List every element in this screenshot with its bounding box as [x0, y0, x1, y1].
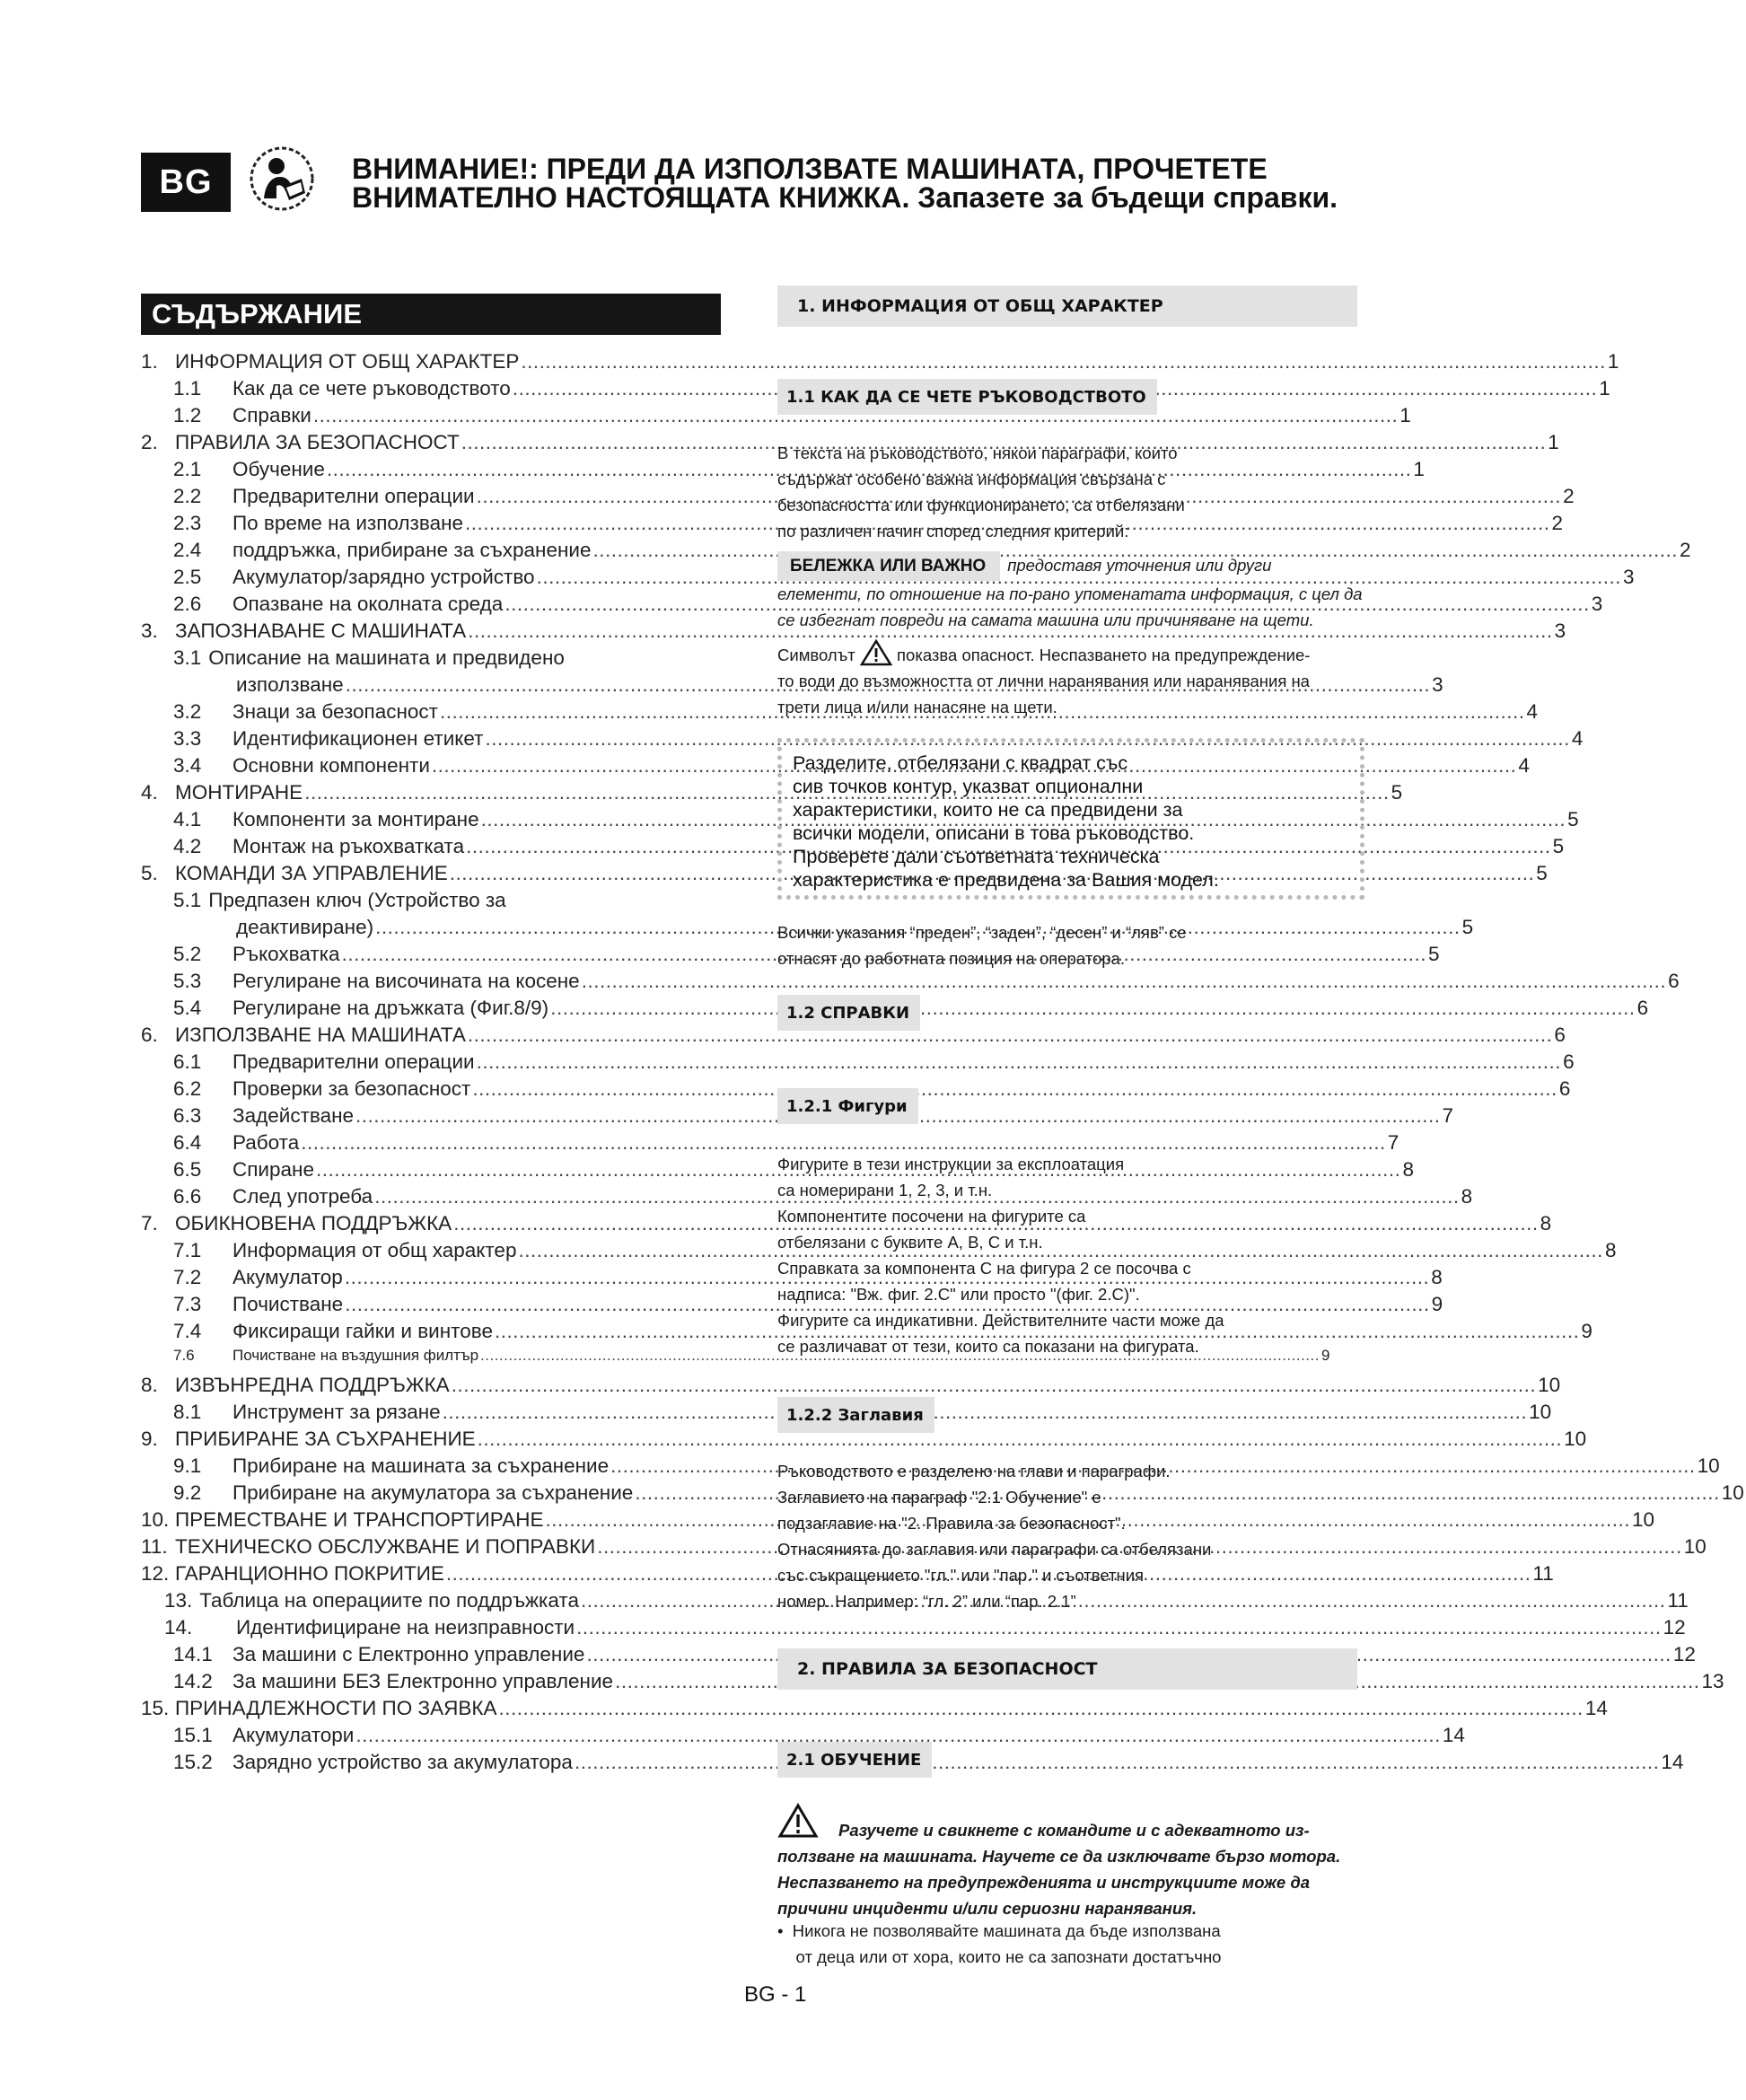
section-1-2-2-heading: 1.2.2 Заглавия	[777, 1397, 934, 1433]
toc-dot-leader	[576, 1616, 1661, 1639]
toc-entry-title: ПРЕМЕСТВАНЕ И ТРАНСПОРТИРАНЕ	[175, 1508, 544, 1531]
toc-entry-number: 6.	[141, 1024, 158, 1046]
toc-entry-title: Спиране	[233, 1158, 314, 1181]
toc-entry-page: 8	[1431, 1266, 1443, 1288]
toc-entry-title: Регулиране на височината на косене	[233, 970, 580, 992]
text-line: са номерирани 1, 2, 3, и т.н.	[777, 1181, 993, 1199]
toc-entry-page: 5	[1536, 862, 1548, 884]
toc-entry-page: 8	[1461, 1185, 1473, 1208]
toc-entry[interactable]	[141, 404, 1411, 431]
reader-book-icon	[250, 146, 314, 211]
toc-entry-title: Почистване на въздушния филтър	[233, 1347, 479, 1364]
toc-entry-number: 6.5	[173, 1158, 202, 1181]
toc-entry-title: Информация от общ характер	[233, 1239, 517, 1261]
toc-entry-number: 15.	[141, 1697, 170, 1719]
toc-entry-number: 9.	[141, 1428, 158, 1450]
toc-entry-page: 12	[1672, 1643, 1696, 1665]
toc-entry-page: 4	[1526, 700, 1538, 723]
toc-entry-number: 1.	[141, 350, 158, 373]
toc-entry-page: 2	[1551, 512, 1564, 534]
toc-entry-page: 8	[1604, 1239, 1617, 1261]
toc-entry-page: 12	[1663, 1616, 1686, 1639]
toc-entry-page: 10	[1529, 1401, 1552, 1423]
toc-entry-number: 4.	[141, 781, 158, 804]
warning-line-1: ВНИМАНИЕ!: ПРЕДИ ДА ИЗПОЛЗВАТЕ МАШИНАТА, ПРОЧЕТЕТЕ	[352, 153, 1268, 185]
toc-entry-page: 14	[1584, 1697, 1608, 1719]
toc-entry-title: По време на използване	[233, 512, 464, 534]
toc-entry-page: 6	[1563, 1050, 1575, 1073]
text-line: се избегнат повреди на самата машина или причиняване на щети.	[777, 611, 1314, 629]
toc-entry-number: 2.1	[173, 458, 202, 480]
toc-entry-page: 10	[1631, 1508, 1654, 1531]
text-line: всички модели, описани в това ръководство.	[793, 822, 1195, 844]
toc-entry-page: 14	[1661, 1751, 1684, 1773]
toc-entry-number: 7.3	[173, 1293, 202, 1315]
toc-entry-page: 5	[1428, 943, 1440, 965]
toc-entry[interactable]	[141, 1024, 1566, 1050]
toc-entry-title: Монтаж на ръкохватката	[233, 835, 465, 857]
toc-entry-page: 7	[1442, 1104, 1454, 1127]
toc-entry-title: Предпазен ключ (Устройство за	[208, 889, 506, 911]
toc-entry-title: ТЕХНИЧЕСКО ОБСЛУЖВАНЕ И ПОПРАВКИ	[175, 1535, 596, 1558]
toc-dot-leader	[452, 1374, 1536, 1397]
section-1-heading: 1. ИНФОРМАЦИЯ ОТ ОБЩ ХАРАКТЕР	[777, 286, 1357, 327]
text-line: причини инциденти и/или сериозни наранявания.	[777, 1899, 1198, 1918]
toc-entry-title: Предварителни операции	[233, 1050, 475, 1073]
text-line: Ръководството е разделено на глави и параграфи.	[777, 1462, 1171, 1481]
toc-dot-leader	[521, 350, 1605, 373]
toc-entry-number: 8.	[141, 1374, 158, 1396]
toc-entry-page: 10	[1564, 1428, 1587, 1450]
toc-entry-page: 6	[1668, 970, 1680, 992]
toc-entry-page: 3	[1591, 593, 1603, 615]
toc-entry-page: 5	[1461, 916, 1474, 938]
text-line: номер. Например: “гл. 2” или “пар. 2.1”	[777, 1592, 1076, 1611]
toc-entry-title: За машини с Електронно управление	[233, 1643, 585, 1665]
text-line: характеристики, които не са предвидени за	[793, 799, 1183, 821]
text-line: Всички указания “преден”, “заден”, “десен” и “ляв” се	[777, 923, 1187, 942]
toc-entry-title: Почистване	[233, 1293, 344, 1315]
toc-entry-number: 5.1	[173, 889, 202, 911]
text-line: Компонентите посочени на фигурите са	[777, 1207, 1086, 1226]
toc-entry-page: 1	[1607, 350, 1619, 373]
toc-entry-title: Акумулатори	[233, 1724, 355, 1746]
toc-entry-title: Ръкохватка	[233, 943, 340, 965]
toc-entry[interactable]	[141, 350, 1619, 377]
toc-entry-page: 7	[1387, 1131, 1399, 1154]
toc-dot-leader	[472, 1077, 1557, 1101]
text-segment: Символът	[777, 646, 855, 664]
toc-entry-title: ОБИКНОВЕНА ПОДДРЪЖКА	[175, 1212, 452, 1235]
toc-dot-leader	[468, 1024, 1552, 1047]
toc-entry-number: 3.3	[173, 727, 202, 750]
text-line: съдържат особено важна информация свързана с	[777, 470, 1166, 488]
toc-entry-number: 3.2	[173, 700, 202, 723]
toc-entry-title: МОНТИРАНЕ	[175, 781, 303, 804]
text-line: то води до възможността от лични наранявания или наранявания на	[777, 672, 1310, 690]
toc-dot-leader	[478, 1428, 1562, 1451]
toc-entry-title: Основни компоненти	[233, 754, 430, 777]
training-bullet	[777, 1918, 1357, 1970]
toc-entry-number: 7.	[141, 1212, 158, 1235]
text-line: В текста на ръководството, някои параграфи, които	[777, 444, 1178, 462]
toc-entry-page: 4	[1518, 754, 1530, 777]
section-1-1-intro	[777, 440, 1357, 544]
text-line: по различен начин според следния критерий:	[777, 522, 1129, 540]
toc-entry-number: 7.1	[173, 1239, 202, 1261]
text-line: Проверете дали съответната техническа	[793, 846, 1160, 867]
toc-entry-number: 14.1	[173, 1643, 213, 1665]
toc-entry-title: Компоненти за монтиране	[233, 808, 479, 830]
toc-entry[interactable]	[141, 1616, 1686, 1643]
text-line: от деца или от хора, които не са запознати достатъчно	[777, 1947, 1222, 1966]
text-line: сив точков контур, указват опционални	[793, 776, 1144, 797]
toc-entry-number: 2.4	[173, 539, 202, 561]
toc-entry-page: 1	[1548, 431, 1559, 453]
toc-entry-title: ПРИНАДЛЕЖНОСТИ ПО ЗАЯВКА	[175, 1697, 497, 1719]
toc-entry-number: 3.4	[173, 754, 202, 777]
toc-entry-number: 6.3	[173, 1104, 202, 1127]
toc-entry-title: Описание на машината и предвидено	[208, 646, 565, 669]
toc-entry-page: 9	[1431, 1293, 1443, 1315]
text-line: безопасността или функционирането, са отбелязани	[777, 496, 1185, 514]
toc-dot-leader	[582, 970, 1666, 993]
toc-entry-page: 10	[1721, 1481, 1744, 1504]
toc-entry-title: Справки	[233, 404, 311, 426]
toc-entry-page: 3	[1432, 673, 1443, 696]
toc-entry-page: 11	[1532, 1562, 1554, 1585]
toc-entry-page: 1	[1413, 458, 1425, 480]
toc-entry-title: ЗАПОЗНАВАНЕ С МАШИНАТА	[175, 619, 467, 642]
figures-paragraph	[777, 1151, 1357, 1359]
toc-entry-page: 5	[1567, 808, 1579, 830]
toc-entry-number: 5.	[141, 862, 158, 884]
text-line: със съкращението "гл." или "пар." и съответния	[777, 1566, 1145, 1585]
toc-entry-title: ИНФОРМАЦИЯ ОТ ОБЩ ХАРАКТЕР	[175, 350, 520, 373]
toc-dot-leader	[443, 1401, 1527, 1424]
toc-entry-number: 8.1	[173, 1401, 202, 1423]
warning-triangle-icon	[860, 639, 892, 666]
toc-entry-number: 10.	[141, 1508, 170, 1531]
toc-entry-title: ПРИБИРАНЕ ЗА СЪХРАНЕНИЕ	[175, 1428, 476, 1450]
toc-entry-title: Идентифициране на неизправности	[236, 1616, 575, 1639]
toc-entry-page: 9	[1581, 1320, 1592, 1342]
toc-entry-title: ИЗВЪНРЕДНА ПОДДРЪЖКА	[175, 1374, 450, 1396]
toc-entry-number: 7.2	[173, 1266, 202, 1288]
toc-entry-number: 14.2	[173, 1670, 213, 1692]
note-tag: БЕЛЕЖКА ИЛИ ВАЖНО	[777, 551, 1000, 581]
toc-dot-leader	[498, 1697, 1583, 1720]
text-line: отнасят до работната позиция на оператора.	[777, 949, 1125, 968]
directions-paragraph	[777, 919, 1357, 971]
toc-entry-page: 3	[1623, 566, 1635, 588]
toc-entry[interactable]	[141, 1670, 1724, 1697]
titles-paragraph	[777, 1458, 1357, 1614]
toc-entry-page: 8	[1540, 1212, 1552, 1235]
toc-entry-title: деактивиране)	[236, 916, 374, 938]
toc-entry-page: 5	[1552, 835, 1565, 857]
toc-entry[interactable]	[141, 889, 721, 916]
toc-dot-leader	[575, 1751, 1659, 1774]
warning-line-2: ВНИМАТЕЛНО НАСТОЯЩАТА КНИЖКА. Запазете за бъдещи справки.	[352, 181, 1338, 214]
toc-entry-title: Прибиране на машината за съхранение	[233, 1454, 610, 1477]
text-line: • Никога не позволявайте машината да бъде използвана	[777, 1921, 1221, 1940]
toc-entry-page: 3	[1554, 619, 1566, 642]
toc-entry-number: 2.	[141, 431, 158, 453]
toc-entry-number: 6.2	[173, 1077, 202, 1100]
danger-symbol-paragraph	[777, 639, 1357, 720]
toc-entry-title: Знаци за безопасност	[233, 700, 438, 723]
text-line: Справката за компонента С на фигура 2 се посочва с	[777, 1259, 1191, 1278]
optional-features-box	[777, 738, 1364, 900]
text-line: характеристика е предвидена за Вашия модел.	[793, 869, 1219, 891]
toc-entry-page: 6	[1636, 997, 1649, 1019]
toc-entry-title: Обучение	[233, 458, 325, 480]
toc-entry-number: 5.3	[173, 970, 202, 992]
note-paragraph	[777, 551, 1363, 633]
toc-entry-number: 6.1	[173, 1050, 202, 1073]
toc-entry-number: 15.1	[173, 1724, 213, 1746]
toc-entry-page: 6	[1554, 1024, 1566, 1046]
toc-dot-leader	[477, 1050, 1561, 1074]
toc-dot-leader	[550, 997, 1635, 1020]
toc-entry-title: Прибиране на акумулатора за съхранение	[233, 1481, 634, 1504]
toc-entry-page: 5	[1391, 781, 1403, 804]
toc-entry-title: поддръжка, прибиране за съхранение	[233, 539, 592, 561]
text-line: Фигурите са индикативни. Действителните части може да	[777, 1311, 1224, 1330]
toc-entry[interactable]	[141, 1697, 1608, 1724]
toc-entry-title: За машини БЕЗ Електронно управление	[233, 1670, 614, 1692]
toc-entry-page: 1	[1399, 404, 1411, 426]
text-line: Фигурите в тези инструкции за експлоатация	[777, 1155, 1125, 1173]
toc-entry-title: Акумулатор/зарядно устройство	[233, 566, 535, 588]
toc-entry[interactable]	[141, 1724, 1465, 1751]
toc-entry-number: 1.2	[173, 404, 202, 426]
text-line: подзаглавие на "2. Правила за безопасност".	[777, 1514, 1126, 1533]
section-1-2-heading: 1.2 СПРАВКИ	[777, 995, 920, 1031]
toc-entry-title: Регулиране на дръжката (Фиг.8/9)	[233, 997, 549, 1019]
toc-entry-number: 2.5	[173, 566, 202, 588]
toc-entry-number: 2.2	[173, 485, 202, 507]
toc-entry-number: 3.1	[173, 646, 202, 669]
text-line: елементи, по отношение на по-рано упоменатата информация, с цел да	[777, 584, 1363, 603]
toc-entry-page: 2	[1563, 485, 1575, 507]
toc-entry-number: 3.	[141, 619, 158, 642]
toc-entry-number: 5.4	[173, 997, 202, 1019]
text-line: Разучете и свикнете с командите и с адекватното из-	[838, 1821, 1310, 1840]
text-line: Заглавието на параграф "2.1 Обучение" е	[777, 1488, 1101, 1507]
toc-entry-title: Предварителни операции	[233, 485, 475, 507]
toc-entry-title: Работа	[233, 1131, 300, 1154]
toc-entry-number: 13.	[164, 1589, 193, 1612]
toc-entry-title: Опазване на околната среда	[233, 593, 504, 615]
toc-entry-title: използване	[236, 673, 344, 696]
toc-entry-number: 7.6	[173, 1347, 195, 1364]
text-line: отбелязани с буквите A, B, C и т.н.	[777, 1233, 1043, 1252]
text-line: Отнасянията до заглавия или параграфи са отбелязани	[777, 1540, 1212, 1559]
toc-entry-number: 6.6	[173, 1185, 202, 1208]
toc-entry[interactable]	[141, 1428, 1587, 1454]
toc-entry-number: 9.2	[173, 1481, 202, 1504]
toc-entry[interactable]	[141, 727, 1584, 754]
toc-entry-page: 6	[1558, 1077, 1571, 1100]
toc-entry-page: 10	[1683, 1535, 1707, 1558]
toc-entry-number: 12.	[141, 1562, 170, 1585]
toc-entry-title: Проверки за безопасност	[233, 1077, 471, 1100]
toc-entry-number: 14.	[164, 1616, 193, 1639]
text-line: Разделите, отбелязани с квадрат със	[793, 752, 1128, 774]
toc-entry-title: ПРАВИЛА ЗА БЕЗОПАСНОСТ	[175, 431, 460, 453]
toc-entry[interactable]	[141, 1050, 1575, 1077]
toc-entry-number: 11.	[141, 1535, 168, 1558]
toc-entry-page: 11	[1667, 1589, 1689, 1612]
toc-entry-title: Инструмент за рязане	[233, 1401, 441, 1423]
text-line: се различават от тези, които са показани на фигурата.	[777, 1337, 1199, 1356]
toc-entry[interactable]	[141, 1374, 1561, 1401]
text-line: предоставя уточнения или други	[1007, 556, 1272, 575]
text-line: надписа: "Вж. фиг. 2.C" или просто "(фиг. 2.C)".	[777, 1285, 1140, 1304]
text-line: трети лица и/или нанасяне на щети.	[777, 698, 1057, 716]
toc-entry-number: 5.2	[173, 943, 202, 965]
toc-entry-number: 7.4	[173, 1320, 202, 1342]
toc-entry-title: ГАРАНЦИОННО ПОКРИТИЕ	[175, 1562, 444, 1585]
toc-entry-title: Зарядно устройство за акумулатора	[233, 1751, 573, 1773]
text-segment: показва опасност. Неспазването на предупреждение-	[897, 646, 1311, 664]
toc-entry-page: 1	[1599, 377, 1610, 400]
toc-entry-number: 6.4	[173, 1131, 202, 1154]
toc-entry-page: 13	[1701, 1670, 1724, 1692]
toc-entry[interactable]	[141, 1077, 1571, 1104]
toc-entry-number: 15.2	[173, 1751, 213, 1773]
toc-entry-title: Как да се чете ръководството	[233, 377, 511, 400]
toc-entry[interactable]	[141, 1131, 1399, 1158]
training-warning	[777, 1817, 1357, 1921]
section-1-2-1-heading: 1.2.1 Фигури	[777, 1088, 918, 1124]
text-line: Неспазването на предупрежденията и инструкциите може да	[777, 1873, 1311, 1892]
toc-entry-number: 1.1	[173, 377, 202, 400]
toc-entry-title: Фиксиращи гайки и винтове	[233, 1320, 493, 1342]
section-2-heading: 2. ПРАВИЛА ЗА БЕЗОПАСНОСТ	[777, 1648, 1357, 1690]
toc-entry-page: 4	[1571, 727, 1584, 750]
toc-entry-page: 10	[1697, 1454, 1720, 1477]
toc-entry-number: 4.2	[173, 835, 202, 857]
toc-entry-page: 2	[1679, 539, 1691, 561]
page-number: BG - 1	[744, 1982, 807, 2007]
toc-title: СЪДЪРЖАНИЕ	[141, 294, 721, 335]
toc-entry[interactable]	[141, 970, 1680, 997]
toc-entry-title: Акумулатор	[233, 1266, 343, 1288]
toc-entry-title: Таблица на операциите по поддръжката	[199, 1589, 579, 1612]
toc-entry-page: 10	[1538, 1374, 1561, 1396]
toc-entry[interactable]	[141, 1347, 1330, 1374]
toc-entry-title: Идентификационен етикет	[233, 727, 484, 750]
section-1-1-heading: 1.1 КАК ДА СЕ ЧЕТЕ РЪКОВОДСТВОТО	[777, 379, 1157, 415]
toc-entry-title: ИЗПОЛЗВАНЕ НА МАШИНАТА	[175, 1024, 466, 1046]
toc-entry-title: Задействане	[233, 1104, 355, 1127]
toc-entry-number: 2.3	[173, 512, 202, 534]
toc-entry-page: 14	[1442, 1724, 1465, 1746]
toc-entry-number: 4.1	[173, 808, 202, 830]
section-2-1-heading: 2.1 ОБУЧЕНИЕ	[777, 1742, 932, 1778]
toc-entry-number: 2.6	[173, 593, 202, 615]
toc-entry-number: 9.1	[173, 1454, 202, 1477]
toc-entry-page: 8	[1402, 1158, 1414, 1181]
language-badge: BG	[141, 153, 231, 212]
toc-entry-title: КОМАНДИ ЗА УПРАВЛЕНИЕ	[175, 862, 448, 884]
toc-entry[interactable]	[141, 377, 1610, 404]
toc-entry[interactable]	[141, 646, 721, 673]
text-line: ползване на машината. Научете се да изключвате бързо мотора.	[777, 1847, 1341, 1866]
toc-entry-title: След употреба	[233, 1185, 373, 1208]
toc-entry-page: 9	[1320, 1347, 1330, 1364]
